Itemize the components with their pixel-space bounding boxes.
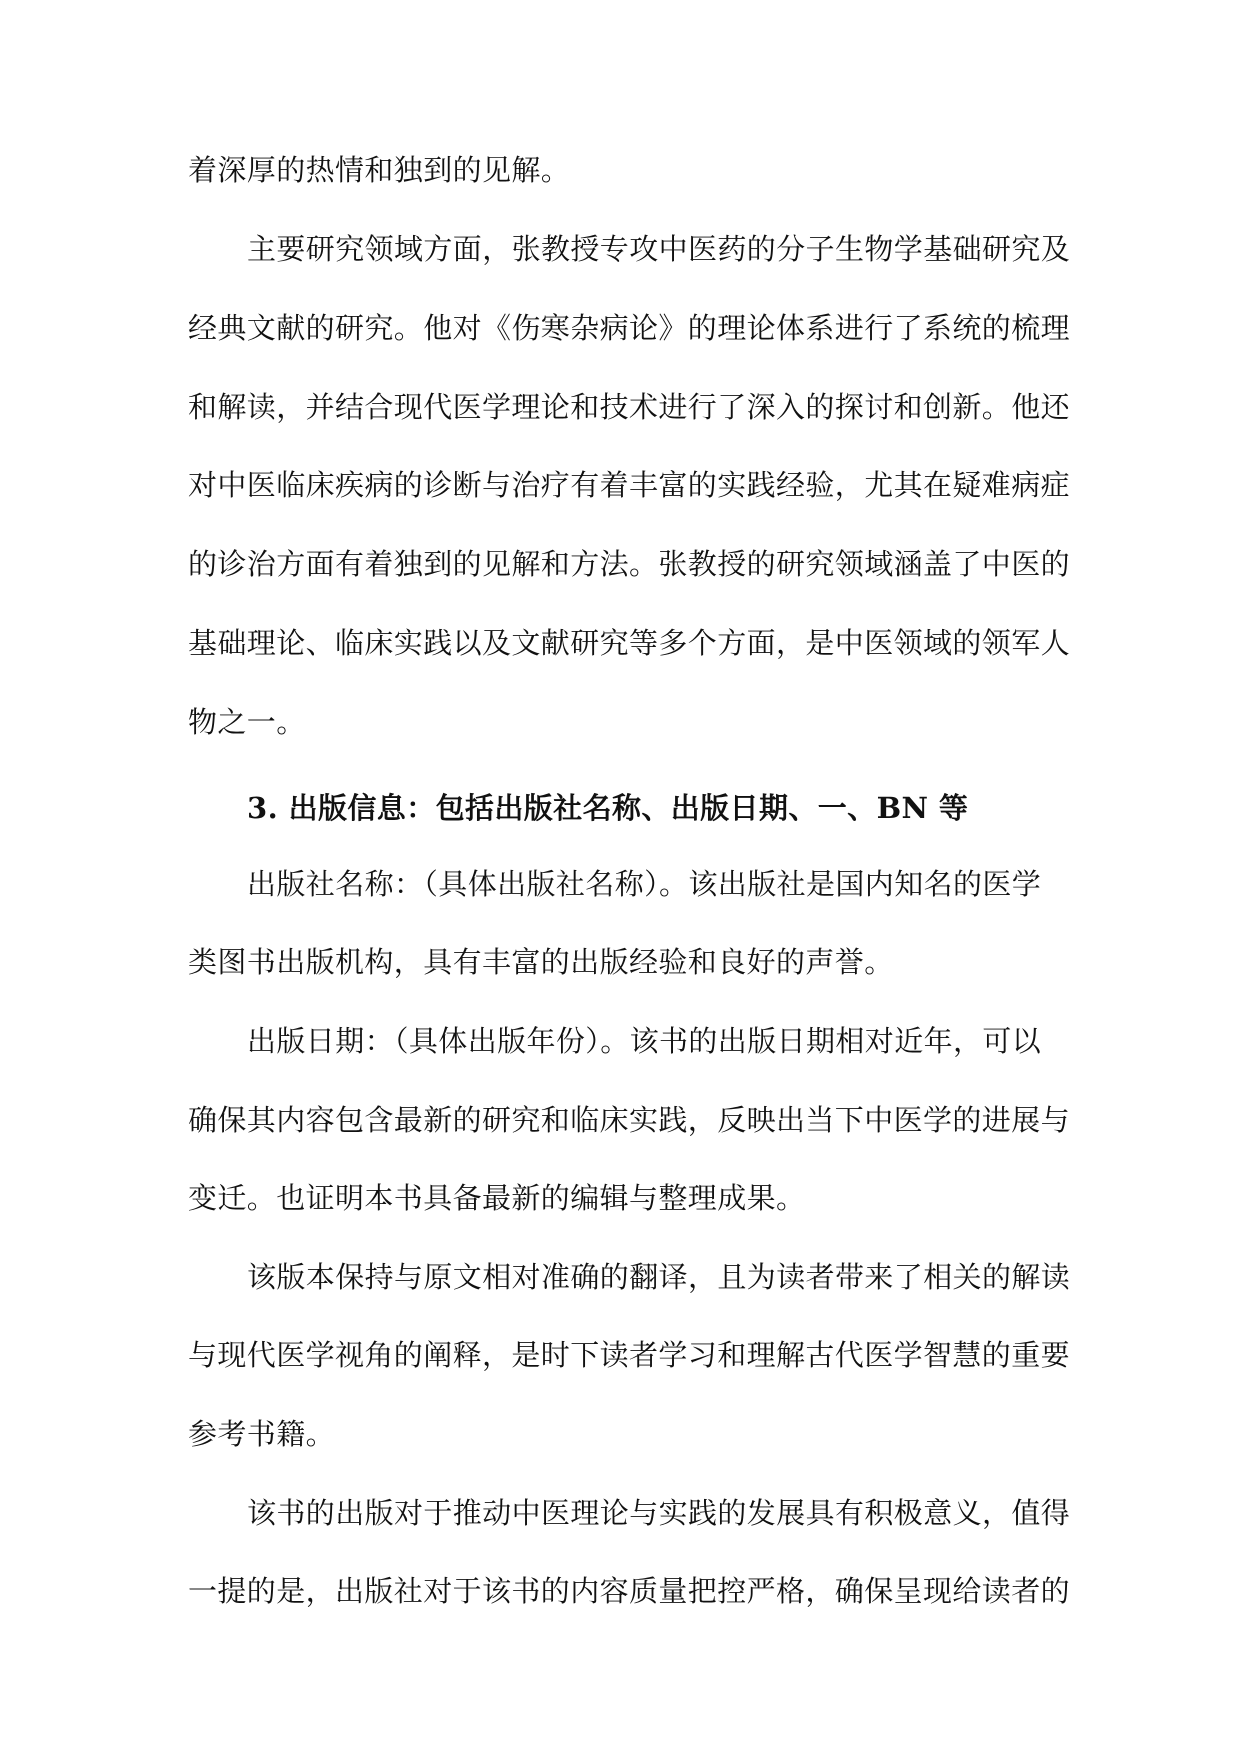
paragraph-line: 经典文献的研究。他对《伤寒杂病论》的理论体系进行了系统的梳理 bbox=[188, 311, 1071, 345]
paragraph-line: 该版本保持与原文相对准确的翻译，且为读者带来了相关的解读 bbox=[247, 1260, 1071, 1294]
paragraph-line: 变迁。也证明本书具备最新的编辑与整理成果。 bbox=[188, 1181, 806, 1215]
section-heading: 3. 出版信息：包括出版社名称、出版日期、一、BN 等 bbox=[247, 791, 969, 825]
paragraph-line: 确保其内容包含最新的研究和临床实践，反映出当下中医学的进展与 bbox=[188, 1103, 1071, 1137]
paragraph-line: 基础理论、临床实践以及文献研究等多个方面，是中医领域的领军人 bbox=[188, 626, 1071, 660]
paragraph-line: 的诊治方面有着独到的见解和方法。张教授的研究领域涵盖了中医的 bbox=[188, 547, 1071, 581]
paragraph-line: 类图书出版机构，具有丰富的出版经验和良好的声誉。 bbox=[188, 945, 894, 979]
paragraph-line: 和解读，并结合现代医学理论和技术进行了深入的探讨和创新。他还 bbox=[188, 390, 1071, 424]
paragraph-line: 主要研究领域方面，张教授专攻中医药的分子生物学基础研究及 bbox=[247, 232, 1071, 266]
paragraph-line: 出版日期：（具体出版年份）。该书的出版日期相对近年，可以 bbox=[247, 1024, 1042, 1058]
paragraph-line: 着深厚的热情和独到的见解。 bbox=[188, 153, 571, 187]
paragraph-line: 对中医临床疾病的诊断与治疗有着丰富的实践经验，尤其在疑难病症 bbox=[188, 468, 1071, 502]
paragraph-line: 物之一。 bbox=[188, 705, 306, 739]
paragraph-line: 一提的是，出版社对于该书的内容质量把控严格，确保呈现给读者的 bbox=[188, 1574, 1071, 1608]
paragraph-line: 参考书籍。 bbox=[188, 1417, 336, 1451]
paragraph-line: 与现代医学视角的阐释，是时下读者学习和理解古代医学智慧的重要 bbox=[188, 1338, 1071, 1372]
paragraph-line: 该书的出版对于推动中医理论与实践的发展具有积极意义，值得 bbox=[247, 1496, 1071, 1530]
paragraph-line: 出版社名称：（具体出版社名称）。该出版社是国内知名的医学 bbox=[247, 867, 1042, 901]
